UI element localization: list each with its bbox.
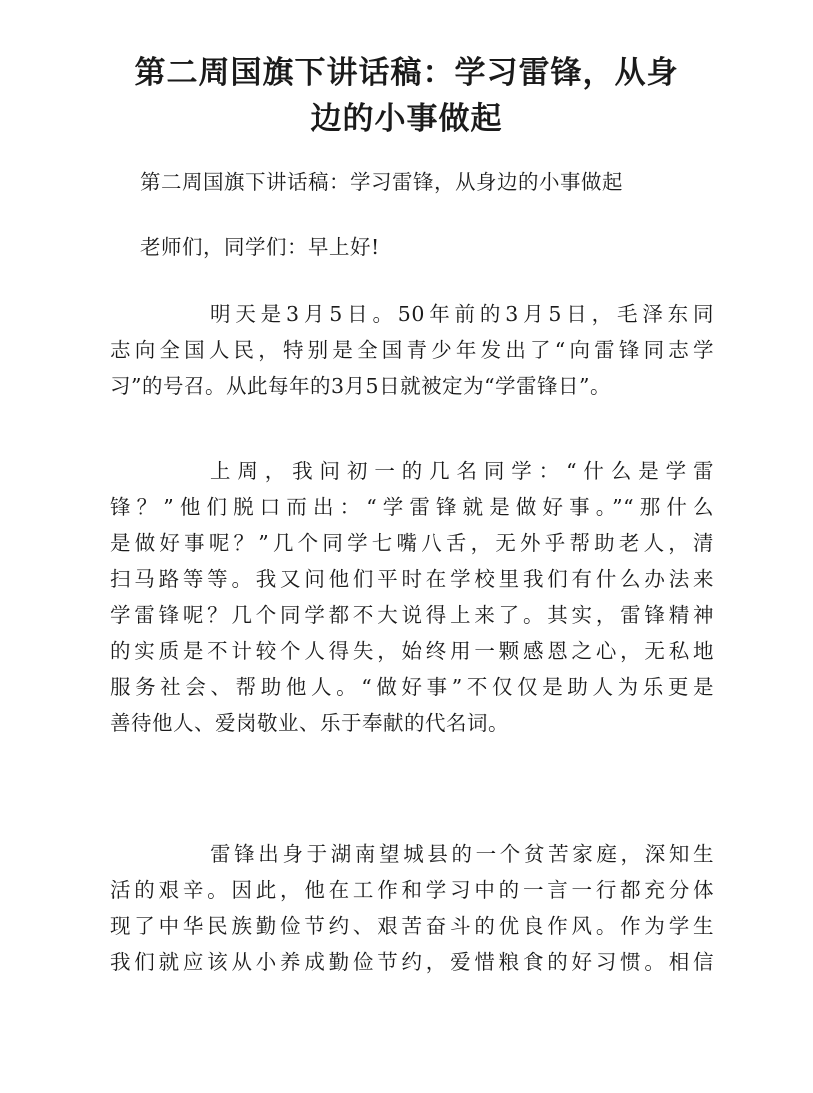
paragraph-line: 雷锋出身于湖南望城县的一个贫苦家庭，深知生 bbox=[210, 842, 714, 866]
paragraph-line: 明天是3月5日。50年前的3月5日，毛泽东同 bbox=[210, 302, 714, 326]
paragraph-1 bbox=[110, 296, 714, 404]
paragraph-line: 现了中华民族勤俭节约、艰苦奋斗的优良作风。作为学生 bbox=[110, 914, 714, 938]
paragraph-line: 上周，我问初一的几名同学：“什么是学雷 bbox=[210, 459, 714, 483]
paragraph-line: 我们就应该从小养成勤俭节约，爱惜粮食的好习惯。相信 bbox=[110, 950, 714, 974]
paragraph-line: 锋？”他们脱口而出：“学雷锋就是做好事。”“那什么 bbox=[110, 495, 714, 519]
paragraph-line: 学雷锋呢？几个同学都不大说得上来了。其实，雷锋精神 bbox=[110, 603, 714, 627]
paragraph-3 bbox=[110, 836, 714, 980]
paragraph-line: 是做好事呢？”几个同学七嘴八舌，无外乎帮助老人，清 bbox=[110, 531, 714, 555]
title-line: 第二周国旗下讲话稿：学习雷锋，从身 bbox=[134, 55, 679, 91]
greeting-line: 老师们，同学们：早上好! bbox=[140, 235, 380, 259]
paragraph-2 bbox=[110, 453, 714, 741]
paragraph-line: 习”的号召。从此每年的3月5日就被定为“学雷锋日”。 bbox=[110, 374, 612, 398]
paragraph-line: 的实质是不计较个人得失，始终用一颗感恩之心，无私地 bbox=[110, 639, 714, 663]
paragraph-line: 志向全国人民，特别是全国青少年发出了“向雷锋同志学 bbox=[110, 338, 714, 362]
paragraph-line: 扫马路等等。我又问他们平时在学校里我们有什么办法来 bbox=[110, 567, 714, 591]
paragraph-line: 服务社会、帮助他人。“做好事”不仅仅是助人为乐更是 bbox=[110, 675, 714, 699]
document-title bbox=[95, 50, 718, 142]
paragraph-line: 善待他人、爱岗敬业、乐于奉献的代名词。 bbox=[110, 711, 509, 735]
title-line: 边的小事做起 bbox=[310, 101, 503, 137]
paragraph-line: 活的艰辛。因此，他在工作和学习中的一言一行都充分体 bbox=[110, 878, 714, 902]
document-subtitle: 第二周国旗下讲话稿：学习雷锋，从身边的小事做起 bbox=[140, 170, 623, 194]
